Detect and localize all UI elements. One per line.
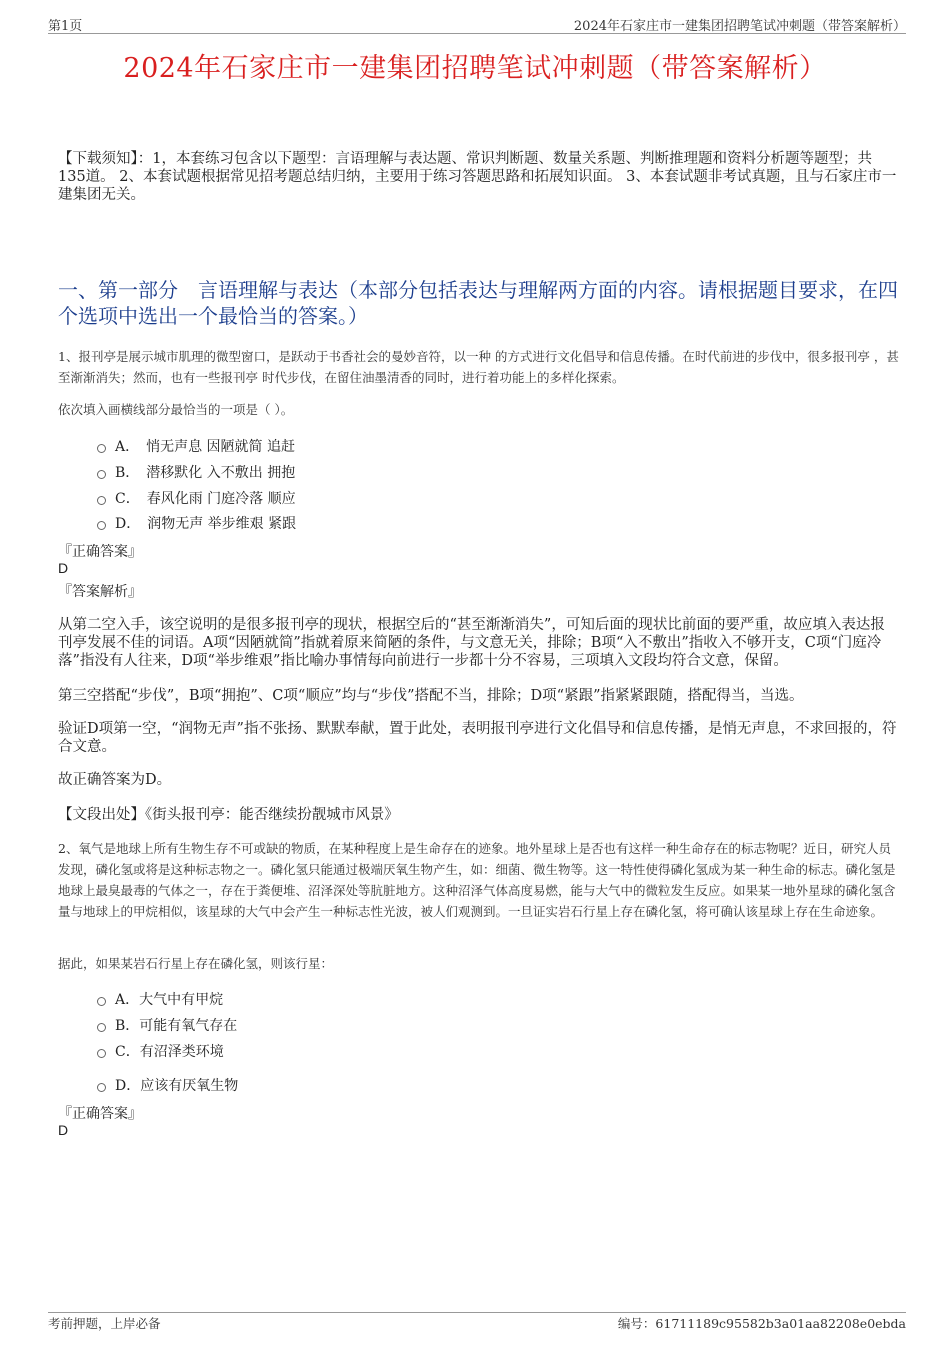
option-label: B．可能有氧气存在	[115, 1018, 238, 1034]
q1-option-b[interactable]	[97, 462, 295, 482]
q1-option-c[interactable]	[97, 488, 296, 508]
q1-analysis-para-1: 从第二空入手，该空说明的是很多报刊亭的现状，根据空后的“甚至渐渐消失”，可知后面的现状比前面的要严重，故应填入表达报刊亭发展不佳的词语。A项“因陋就简”指就着原来简陋的条件，与文意无关，排除；B项“入不敷出”指收入不够开支，C项“门庭冷落”指没有人往来，D项“举步维艰”指比喻办事情每向前进行一步都十分不容易，三项填入文段均符合文意，保留。	[58, 617, 885, 669]
q1-option-d[interactable]	[97, 513, 296, 533]
radio-icon[interactable]	[97, 521, 106, 530]
radio-icon[interactable]	[97, 1083, 106, 1092]
radio-icon[interactable]	[97, 470, 106, 479]
download-notice: 【下载须知】：1，本套练习包含以下题型：言语理解与表达题、常识判断题、数量关系题、判断推理题和资料分析题等题型；共135道。 2、本套试题根据常见招考题总结归纳，主要用于练习答题思路和拓展知识面。 3、本套试题非考试真题，且与石家庄市一建集团无关。	[58, 151, 897, 203]
q2-answer-label: 『正确答案』	[58, 1106, 142, 1122]
q1-option-a[interactable]	[97, 436, 295, 456]
radio-icon[interactable]	[97, 496, 106, 505]
q1-analysis-para-2: 第三空搭配“步伐”，B项“拥抱”、C项“顺应”均与“步伐”搭配不当，排除；D项“紧跟”指紧紧跟随，搭配得当，当选。	[58, 688, 804, 704]
question-1-prompt: 依次填入画横线部分最恰当的一项是（ ）。	[58, 402, 294, 417]
q1-analysis-label: 『答案解析』	[58, 584, 142, 600]
option-label: A．大气中有甲烷	[115, 992, 224, 1008]
q2-option-b[interactable]	[97, 1015, 237, 1035]
question-2-prompt: 据此，如果某岩石行星上存在磷化氢，则该行星：	[58, 956, 334, 971]
radio-icon[interactable]	[97, 1023, 106, 1032]
q1-analysis-para-4: 故正确答案为D。	[58, 772, 172, 788]
option-label: C． 春风化雨 门庭冷落 顺应	[115, 491, 296, 507]
question-1-text: 1、报刊亭是展示城市肌理的微型窗口，是跃动于书香社会的曼妙音符，以一种 的方式进行文化倡导和信息传播。在时代前进的步伐中，很多报刊亭 ，甚至渐渐消失；然而，也有一些报刊亭 时代步伐，在留住油墨清香的同时，进行着功能上的多样化探索。	[58, 349, 899, 385]
option-label: D． 润物无声 举步维艰 紧跟	[115, 516, 297, 532]
question-2-text: 2、氧气是地球上所有生物生存不可或缺的物质，在某种程度上是生命存在的迹象。地外星球上是否也有这样一种生命存在的标志物呢？近日，研究人员发现，磷化氢或将是这种标志物之一。磷化氢只能通过极端厌氧生物产生，如：细菌、微生物等。这一特性使得磷化氢成为某一种生命的标志。磷化氢是地球上最臭最毒的气体之一，存在于粪便堆、沼泽深处等肮脏地方。这种沼泽气体高度易燃，能与大气中的微粒发生反应。如果某一地外星球的磷化氢含量与地球上的甲烷相似，该星球的大气中会产生一种标志性光波，被人们观测到。一旦证实岩石行星上存在磷化氢，将可确认该星球上存在生命迹象。	[58, 841, 896, 919]
radio-icon[interactable]	[97, 444, 106, 453]
header-doc-title: 2024年石家庄市一建集团招聘笔试冲刺题（带答案解析）	[573, 19, 906, 34]
footer-doc-id: 编号：61711189c95582b3a01aa82208e0ebda	[617, 1316, 906, 1331]
document-title: 2024年石家庄市一建集团招聘笔试冲刺题（带答案解析）	[123, 53, 827, 84]
q1-source: 【文段出处】《街头报刊亭：能否继续扮靓城市风景》	[58, 807, 399, 823]
option-label: A． 悄无声息 因陋就简 追赶	[115, 439, 296, 455]
radio-icon[interactable]	[97, 1049, 106, 1058]
option-label: B． 潜移默化 入不敷出 拥抱	[115, 465, 296, 481]
page-number: 第1页	[48, 19, 83, 34]
q2-option-a[interactable]	[97, 989, 223, 1009]
option-label: C．有沼泽类环境	[115, 1044, 224, 1060]
option-label: D．应该有厌氧生物	[115, 1078, 239, 1094]
q2-option-d[interactable]	[97, 1075, 238, 1095]
q1-answer-label: 『正确答案』	[58, 544, 142, 560]
q2-answer: D	[58, 1122, 69, 1138]
q2-option-c[interactable]	[97, 1041, 224, 1061]
q1-analysis-para-3: 验证D项第一空，“润物无声”指不张扬、默默奉献，置于此处，表明报刊亭进行文化倡导和信息传播，是悄无声息，不求回报的，符合文意。	[58, 721, 897, 755]
header-divider	[48, 33, 906, 34]
footer-divider	[48, 1312, 906, 1313]
radio-icon[interactable]	[97, 997, 106, 1006]
section-heading: 一、第一部分 言语理解与表达（本部分包括表达与理解两方面的内容。请根据题目要求，在四个选项中选出一个最恰当的答案。）	[58, 278, 898, 328]
footer-slogan: 考前押题，上岸必备	[48, 1316, 161, 1331]
q1-answer: D	[58, 560, 69, 576]
